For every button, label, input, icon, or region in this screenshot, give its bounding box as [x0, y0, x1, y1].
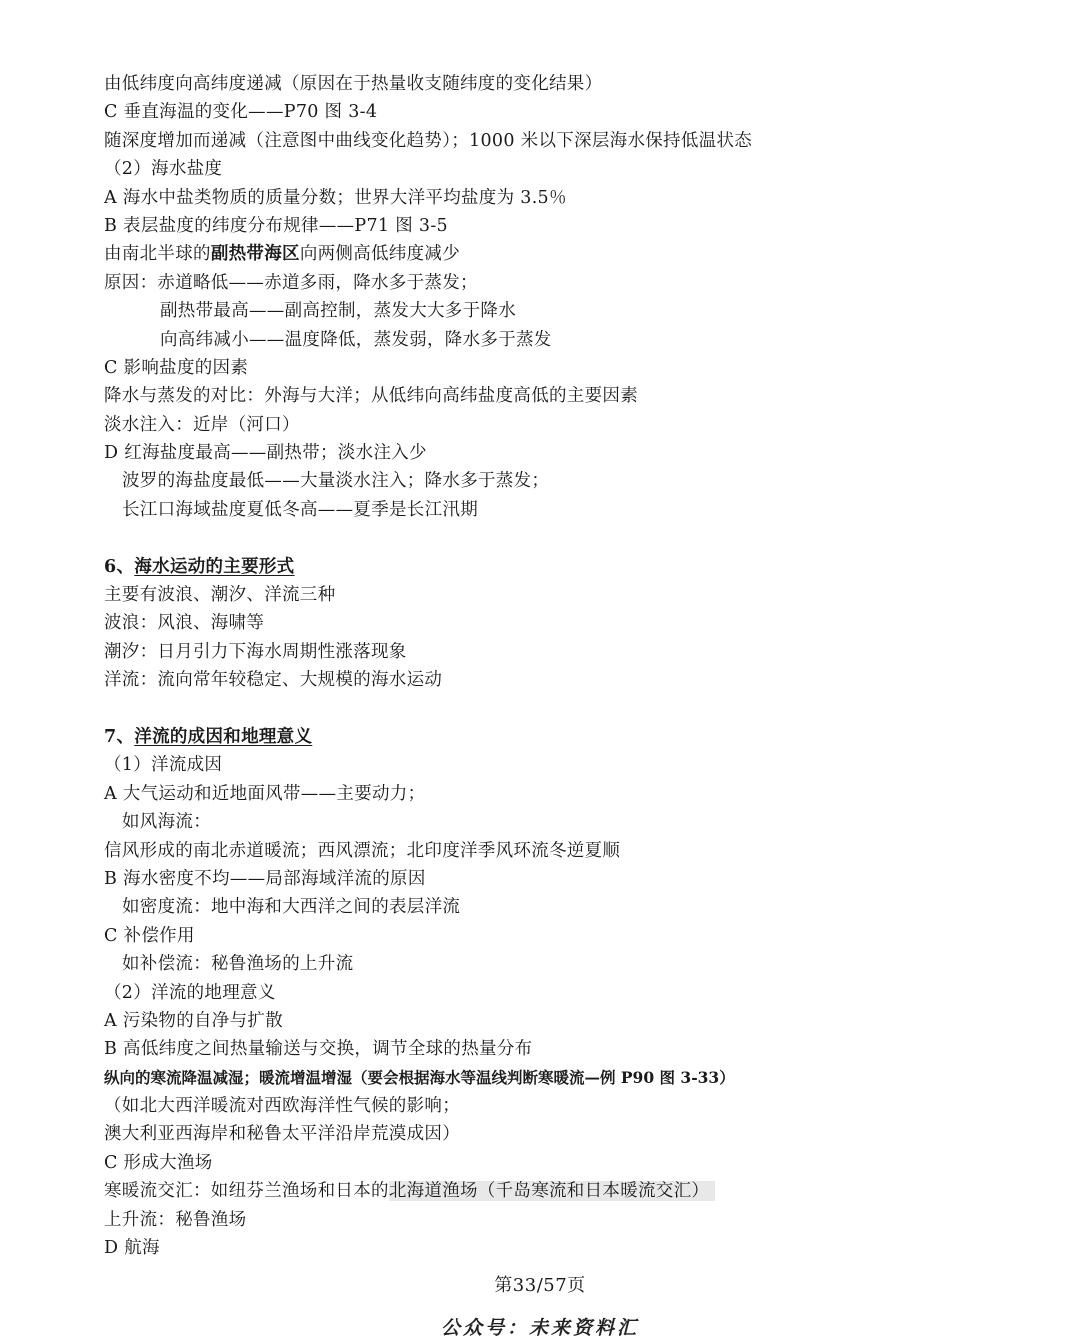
text-line: 副热带最高——副高控制，蒸发大大多于降水 [160, 301, 516, 322]
text-line [104, 240, 1004, 268]
section-heading-7 [104, 723, 1004, 751]
text-line: 由低纬度向高纬度递减（原因在于热量收支随纬度的变化结果） [104, 74, 603, 94]
text-line [104, 1177, 1004, 1205]
text-span: 寒暖流交汇：如纽芬兰渔场和日本的 [104, 1181, 389, 1202]
document-body [104, 70, 1004, 1262]
text-span: 向两侧高低纬度减少 [299, 244, 461, 265]
text-line: D 航海 [104, 1238, 160, 1259]
bold-term: 副热带海区 [210, 244, 300, 265]
spacer [104, 695, 1004, 723]
heading-number: 7、 [104, 726, 135, 747]
text-line: 降水与蒸发的对比：外海与大洋；从低纬向高纬盐度高低的主要因素 [104, 386, 638, 407]
text-line: 潮汐：日月引力下海水周期性涨落现象 [104, 641, 407, 662]
text-line: C 补偿作用 [104, 925, 195, 946]
subsection-title-significance: （2）洋流的地理意义 [104, 982, 276, 1003]
text-line: 如密度流：地中海和大西洋之间的表层洋流 [122, 897, 461, 918]
text-line: 波浪：风浪、海啸等 [104, 613, 265, 634]
spacer [104, 524, 1004, 552]
text-line: 波罗的海盐度最低——大量淡水注入；降水多于蒸发； [122, 471, 550, 492]
text-line: 长江口海域盐度夏低冬高——夏季是长江汛期 [122, 499, 478, 520]
text-line: B 海水密度不均——局部海域洋流的原因 [104, 868, 426, 889]
text-line: C 垂直海温的变化——P70 图 3-4 [104, 102, 378, 123]
text-line: 如补偿流：秘鲁渔场的上升流 [122, 954, 354, 975]
section-heading-6 [104, 553, 1004, 581]
heading-text: 海水运动的主要形式 [134, 556, 295, 577]
text-line: 信风形成的南北赤道暖流；西风漂流；北印度洋季风环流冬逆夏顺 [104, 840, 621, 861]
page-number: 第33/57页 [494, 1275, 586, 1296]
text-line: 原因：赤道略低——赤道多雨，降水多于蒸发； [104, 272, 478, 293]
text-line: D 红海盐度最高——副热带；淡水注入少 [104, 443, 427, 464]
text-line: C 形成大渔场 [104, 1152, 213, 1173]
text-line: A 大气运动和近地面风带——主要动力； [104, 783, 426, 804]
heading-text: 洋流的成因和地理意义 [134, 726, 313, 747]
bold-note-line: 纵向的寒流降温减湿；暖流增温增湿（要会根据海水等温线判断寒暖流—例 P90 图 3-33） [104, 1067, 735, 1087]
text-line: 主要有波浪、潮汐、洋流三种 [104, 585, 336, 606]
text-line: 洋流：流向常年较稳定、大规模的海水运动 [104, 670, 443, 691]
watermark: 公众号：未来资料汇 [440, 1317, 639, 1339]
subsection-title-salinity: （2）海水盐度 [104, 159, 223, 180]
text-line: （如北大西洋暖流对西欧海洋性气候的影响； [104, 1096, 460, 1117]
text-line: A 海水中盐类物质的质量分数；世界大洋平均盐度为 3.5％ [104, 187, 567, 208]
text-line: 如风海流： [122, 812, 211, 833]
text-line: 向高纬减小——温度降低，蒸发弱，降水多于蒸发 [160, 329, 552, 350]
text-line: 淡水注入：近岸（河口） [104, 414, 300, 435]
text-span: 由南北半球的 [104, 244, 211, 265]
heading-number: 6、 [104, 556, 135, 577]
subsection-title-causes: （1）洋流成因 [104, 755, 223, 776]
text-line: 澳大利亚西海岸和秘鲁太平洋沿岸荒漠成因） [104, 1124, 460, 1145]
text-line: C 影响盐度的因素 [104, 357, 249, 378]
text-line: 随深度增加而递减（注意图中曲线变化趋势）；1000 米以下深层海水保持低温状态 [104, 130, 753, 151]
text-line: A 污染物的自净与扩散 [104, 1010, 283, 1031]
text-line: B 表层盐度的纬度分布规律——P71 图 3-5 [104, 215, 448, 236]
text-line: B 高低纬度之间热量输送与交换，调节全球的热量分布 [104, 1039, 533, 1060]
text-line: 上升流：秘鲁渔场 [104, 1209, 247, 1230]
highlighted-text: 北海道渔场（千岛寒流和日本暖流交汇） [389, 1181, 715, 1201]
